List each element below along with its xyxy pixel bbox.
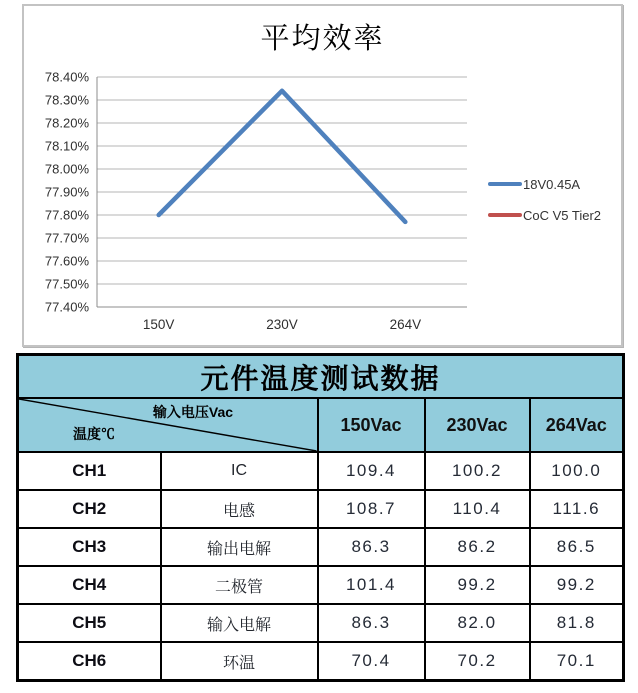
value-cell: 99.2 xyxy=(425,566,530,604)
y-tick-label: 78.10% xyxy=(44,138,89,154)
y-tick-label: 78.00% xyxy=(44,161,89,177)
component-cell: 环温 xyxy=(161,642,318,681)
value-cell: 100.0 xyxy=(530,452,624,490)
value-cell: 81.8 xyxy=(530,604,624,642)
value-cell: 86.5 xyxy=(530,528,624,566)
legend-line-swatch xyxy=(488,182,522,186)
chart-legend xyxy=(488,176,601,238)
value-cell: 100.2 xyxy=(425,452,530,490)
table-row xyxy=(18,528,624,566)
col-header-150vac: 150Vac xyxy=(318,398,425,452)
diagonal-bottom-label: 温度℃ xyxy=(73,426,115,442)
y-tick-label: 77.80% xyxy=(44,207,89,223)
value-cell: 70.2 xyxy=(425,642,530,681)
series-line-18V0.45A xyxy=(159,91,406,222)
chart-title: 平均效率 xyxy=(260,21,385,55)
channel-cell: CH3 xyxy=(18,528,161,566)
value-cell: 86.3 xyxy=(318,528,425,566)
value-cell: 111.6 xyxy=(530,490,624,528)
x-tick-label: 150V xyxy=(142,317,175,332)
value-cell: 110.4 xyxy=(425,490,530,528)
y-tick-label: 78.30% xyxy=(44,92,89,108)
table-body xyxy=(18,452,624,681)
component-cell: 电感 xyxy=(161,490,318,528)
component-cell: 输入电解 xyxy=(161,604,318,642)
value-cell: 82.0 xyxy=(425,604,530,642)
component-cell: 输出电解 xyxy=(161,528,318,566)
x-tick-label: 230V xyxy=(266,317,298,332)
table-row xyxy=(18,452,624,490)
y-tick-label: 78.40% xyxy=(44,69,89,85)
y-tick-label: 77.50% xyxy=(44,276,89,292)
col-header-264vac: 264Vac xyxy=(530,398,624,452)
table-row xyxy=(18,566,624,604)
table-row xyxy=(18,642,624,681)
channel-cell: CH2 xyxy=(18,490,161,528)
legend-label: CoC V5 Tier2 xyxy=(523,207,602,223)
table-header-row xyxy=(18,398,624,452)
y-tick-label: 78.20% xyxy=(44,115,89,131)
value-cell: 108.7 xyxy=(318,490,425,528)
y-tick-label: 77.60% xyxy=(44,253,89,269)
legend-item xyxy=(488,207,601,223)
legend-line-swatch xyxy=(488,213,522,217)
value-cell: 109.4 xyxy=(318,452,425,490)
channel-cell: CH4 xyxy=(18,566,161,604)
efficiency-chart-container xyxy=(22,4,623,347)
value-cell: 86.3 xyxy=(318,604,425,642)
temperature-table xyxy=(16,353,625,682)
y-tick-label: 77.70% xyxy=(44,230,89,246)
legend-item xyxy=(488,176,601,192)
y-tick-label: 77.40% xyxy=(44,299,89,315)
x-tick-label: 264V xyxy=(389,317,422,332)
channel-cell: CH6 xyxy=(18,642,161,681)
component-cell: 二极管 xyxy=(161,566,318,604)
value-cell: 99.2 xyxy=(530,566,624,604)
value-cell: 70.4 xyxy=(318,642,425,681)
table-row xyxy=(18,490,624,528)
legend-label: 18V0.45A xyxy=(523,176,581,192)
value-cell: 86.2 xyxy=(425,528,530,566)
col-header-230vac: 230Vac xyxy=(425,398,530,452)
channel-cell: CH5 xyxy=(18,604,161,642)
value-cell: 101.4 xyxy=(318,566,425,604)
diagonal-top-label: 输入电压Vac xyxy=(152,404,234,420)
table-row xyxy=(18,604,624,642)
value-cell: 70.1 xyxy=(530,642,624,681)
table-title-row xyxy=(18,355,624,399)
component-cell: IC xyxy=(161,452,318,490)
channel-cell: CH1 xyxy=(18,452,161,490)
diagonal-header-cell xyxy=(18,398,318,452)
y-tick-label: 77.90% xyxy=(44,184,89,200)
table-title: 元件温度测试数据 xyxy=(18,355,624,399)
